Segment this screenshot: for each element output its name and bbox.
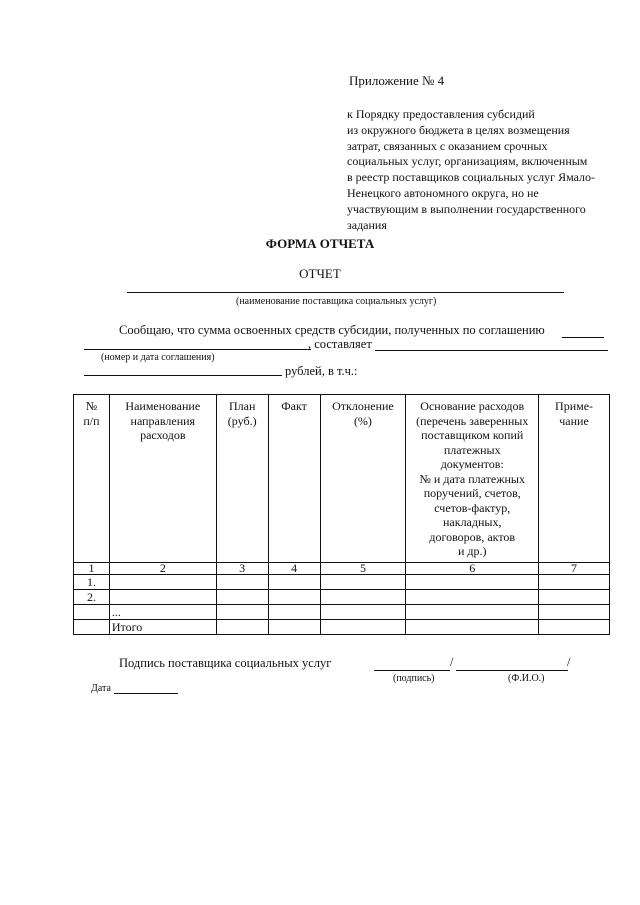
row-plan-cell[interactable] [216,590,268,605]
row-note-cell[interactable] [539,575,610,590]
annex-line: из окружного бюджета в целях возмещения [347,122,570,137]
header-cell [406,395,539,563]
signature-slash-2: / [567,655,571,669]
column-number: 7 [539,563,610,575]
report-title: ОТЧЕТ [299,266,341,281]
annex-line: в реестр поставщиков социальных услуг Ямало- [347,170,596,185]
row-note-cell[interactable] [539,605,610,620]
header-num: № п/п [83,399,100,428]
provider-name-field-line[interactable] [127,292,564,293]
table-row [74,575,610,590]
row-basis-cell[interactable] [406,620,539,635]
column-number: 3 [216,563,268,575]
header-cell [216,395,268,563]
agreement-field-line-1[interactable] [562,337,604,338]
signature-slash-1: / [450,655,454,669]
column-number-row [74,563,610,575]
row-fact-cell[interactable] [268,605,320,620]
header-cell [320,395,406,563]
row-total-label: Итого [109,620,216,635]
statement-part2: , составляет [308,337,372,351]
table-row-total [74,620,610,635]
row-deviation-cell[interactable] [320,575,406,590]
annex-line: задания [347,217,387,232]
full-name-field-line[interactable] [456,670,568,671]
row-basis-cell[interactable] [406,590,539,605]
row-basis-cell[interactable] [406,605,539,620]
agreement-caption: (номер и дата соглашения) [101,352,215,363]
amount-field-line-2[interactable] [84,375,282,376]
signature-caption: (подпись) [393,673,435,684]
row-name-cell[interactable]: ... [109,605,216,620]
table-row [74,590,610,605]
signature-field-line[interactable] [374,670,450,671]
header-basis: Основание расходов (перечень заверенных поставщиком копий платежных документов: № и дата платежных поручений, счетов, счетов-фактур, накладных, договоров, актов и др.) [416,399,529,558]
annex-title: Приложение № 4 [349,73,445,88]
table-row [74,605,610,620]
row-name-cell[interactable] [109,575,216,590]
signature-label: Подпись поставщика социальных услуг [119,656,332,670]
report-table [73,394,610,635]
column-number: 1 [74,563,110,575]
statement-part1: Сообщаю, что сумма освоенных средств субсидии, полученных по соглашению [119,323,545,337]
row-number: 1. [74,575,110,590]
header-cell [109,395,216,563]
column-number: 5 [320,563,406,575]
header-note: Приме- чание [555,399,594,428]
row-basis-cell[interactable] [406,575,539,590]
column-number: 4 [268,563,320,575]
statement-part3: рублей, в т.ч.: [285,364,358,378]
row-plan-cell[interactable] [216,575,268,590]
annex-line: социальных услуг, организациям, включенным [347,154,588,169]
agreement-field-line-2[interactable] [84,349,311,350]
header-fact: Факт [281,399,307,413]
row-number: 2. [74,590,110,605]
amount-field-line-1[interactable] [375,350,608,351]
annex-line: участвующим в выполнении государственного [347,201,586,216]
provider-caption: (наименование поставщика социальных услуг) [236,296,437,307]
row-note-cell[interactable] [539,620,610,635]
row-fact-cell[interactable] [268,590,320,605]
row-note-cell[interactable] [539,590,610,605]
column-number: 6 [406,563,539,575]
header-cell [74,395,110,563]
annex-line: Ненецкого автономного округа, но не [347,185,539,200]
column-number: 2 [109,563,216,575]
row-deviation-cell[interactable] [320,590,406,605]
row-plan-cell[interactable] [216,605,268,620]
date-label: Дата [91,683,111,694]
row-fact-cell[interactable] [268,575,320,590]
row-name-cell[interactable] [109,590,216,605]
header-cell [268,395,320,563]
annex-line: затрат, связанных с оказанием срочных [347,138,548,153]
header-cell [539,395,610,563]
date-field-line[interactable] [114,693,178,694]
annex-line: к Порядку предоставления субсидий [347,107,535,121]
table-header-row [74,395,610,563]
header-plan: План (руб.) [227,399,257,428]
row-number [74,605,110,620]
header-deviation: Отклонение (%) [332,399,394,428]
header-expense-name: Наименование направления расходов [125,399,201,442]
row-fact-cell[interactable] [268,620,320,635]
row-number [74,620,110,635]
form-title: ФОРМА ОТЧЕТА [265,236,375,251]
row-deviation-cell[interactable] [320,620,406,635]
row-plan-cell[interactable] [216,620,268,635]
annex-description [347,107,617,233]
row-deviation-cell[interactable] [320,605,406,620]
full-name-caption: (Ф.И.О.) [508,673,545,684]
